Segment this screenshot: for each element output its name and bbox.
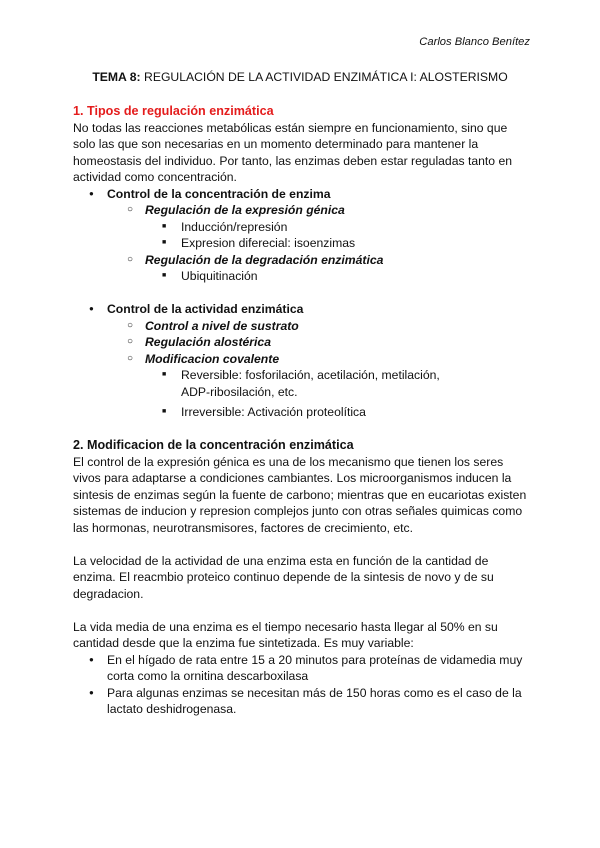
list-item <box>73 252 528 269</box>
list-item <box>73 186 528 203</box>
group2-list <box>73 301 528 318</box>
group1-sublist-2 <box>73 252 528 269</box>
list-item <box>73 334 528 351</box>
group1-sub2-label: Regulación de la degradación enzimática <box>145 252 384 267</box>
group2-sub3-items <box>73 367 528 421</box>
author-name: Carlos Blanco Benítez <box>419 36 530 48</box>
list-item <box>73 301 528 318</box>
group1-sub2-items <box>73 268 528 285</box>
title-prefix: TEMA 8: <box>92 70 141 84</box>
section1-heading: 1. Tipos de regulación enzimática <box>73 104 274 118</box>
list-item: ■ Expresion diferecial: isoenzimas <box>73 235 528 252</box>
list-item: ■ Inducción/represión <box>73 219 528 236</box>
list-item <box>73 351 528 368</box>
section2-paragraph-2: La velocidad de la actividad de una enzima esta en función de la cantidad de enzima. El reacmbio proteico continuo depende de la sintesis de novo y de su degradacion. <box>73 553 494 601</box>
group1-sub1-items <box>73 219 528 252</box>
section2-paragraph-3: La vida media de una enzima es el tiempo necesario hasta llegar al 50% en su cantidad desde que la enzima fue sintetizada. Es muy variable: <box>73 619 498 650</box>
document-body <box>73 103 528 718</box>
group2-sub1-label: Control a nivel de sustrato <box>145 318 299 333</box>
list-item: ■ Irreversible: Activación proteolítica <box>73 404 528 421</box>
page-title <box>0 70 600 84</box>
section1-intro: No todas las reacciones metabólicas están siempre en funcionamiento, sino que solo las que son necesarias en un momento determinado para mantener la homeostasis del individuo. Por tanto, las enzimas deben estar reguladas tanto en actividad como concentración. <box>73 120 513 184</box>
group2-label: Control de la actividad enzimática <box>107 302 304 316</box>
list-item: ■ Reversible: fosforilación, acetilación, metilación, ADP-ribosilación, etc. <box>73 367 528 400</box>
group1-sublist <box>73 202 528 219</box>
list-item <box>73 202 528 219</box>
list-item: ● En el hígado de rata entre 15 a 20 minutos para proteínas de vidamedia muy corta como la ornitina descarboxilasa <box>73 652 528 685</box>
group1-label: Control de la concentración de enzima <box>107 186 331 201</box>
section2-heading: 2. Modificacion de la concentración enzimática <box>73 438 354 452</box>
group1-sub1-label: Regulación de la expresión génica <box>145 203 345 217</box>
section2-paragraph-1: El control de la expresión génica es una de los mecanismo que tienen los seres vivos para adaptarse a condiciones cambiantes. Los microorganismos inducen la sintesis de enzimas según la fuente de carbono; mientras que en eucariotas existen sistemas de inducion y represion complejos junto con otras señales quimicas como las hormonas, neurotransmisores, factores de crecimiento, etc. <box>73 454 527 535</box>
list-item: ■ Ubiquitinación <box>73 268 528 285</box>
title-text: REGULACIÓN DE LA ACTIVIDAD ENZIMÁTICA I: ALOSTERISMO <box>140 70 508 84</box>
half-life-list <box>73 652 528 718</box>
group2-sub2-label: Regulación alostérica <box>145 335 271 349</box>
group2-sublist <box>73 318 528 368</box>
group2-sub3-label: Modificacion covalente <box>145 351 280 366</box>
list-item: ● Para algunas enzimas se necesitan más de 150 horas como es el caso de la lactato deshidrogenasa. <box>73 685 528 718</box>
regulation-types-list <box>73 186 528 203</box>
list-item <box>73 318 528 335</box>
